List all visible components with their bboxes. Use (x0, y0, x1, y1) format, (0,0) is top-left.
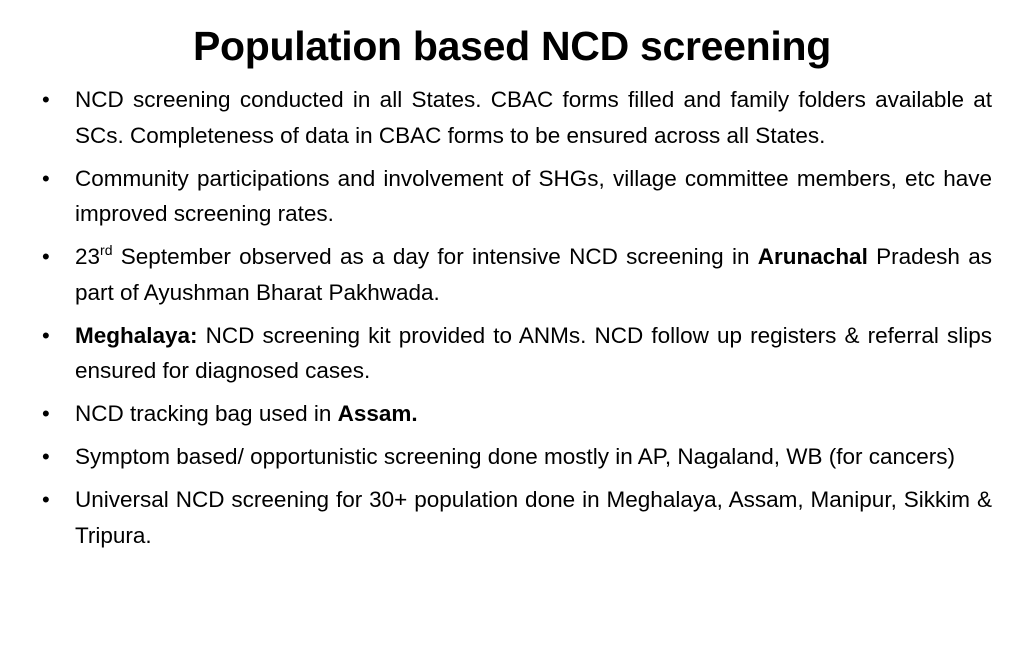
bullet-dot-icon: • (42, 165, 50, 191)
bullet-text: NCD screening conducted in all States. CBAC forms filled and family folders available at SCs. Completeness of data in CBAC forms to be ensured across all States. (75, 87, 992, 148)
bullet-dot-icon: • (42, 87, 50, 112)
bullet-text: Community participations and involvement of SHGs, village committee members, etc have improved screening rates. (75, 165, 992, 226)
bullet-dot-icon: • (42, 487, 50, 512)
bullet-text: Pradesh as part of Ayushman Bharat Pakhwada. (75, 244, 992, 305)
bullet-dot-icon: • (42, 444, 50, 469)
bullet-dot-icon: • (42, 322, 50, 348)
slide-title: Population based NCD screening (193, 23, 831, 69)
bullet-date-superscript: rd (100, 242, 113, 258)
bullet-text: NCD tracking bag used in (75, 401, 338, 426)
bullet-text: Universal NCD screening for 30+ population done in Meghalaya, Assam, Manipur, Sikkim & Tripura. (75, 487, 992, 548)
bullet-list (40, 82, 992, 561)
bullet-item-1 (40, 82, 992, 153)
bullet-date-number: 23 (75, 244, 101, 269)
bullet-text: Symptom based/ opportunistic screening done mostly in AP, Nagaland, WB (for cancers) (75, 444, 956, 469)
bullet-dot-icon: • (42, 244, 50, 269)
bullet-item-5 (40, 396, 992, 432)
bullet-item-3 (40, 239, 992, 310)
bullet-item-4 (40, 318, 992, 389)
bullet-dot-icon: • (42, 401, 50, 426)
bullet-text: NCD screening kit provided to ANMs. NCD follow up registers & referral slips ensured for diagnosed cases. (75, 322, 992, 383)
bullet-bold-state: Assam. (337, 401, 418, 426)
bullet-item-7 (40, 482, 992, 553)
bullet-bold-state: Arunachal (757, 244, 868, 269)
bullet-bold-state: Meghalaya: (75, 322, 198, 348)
bullet-item-6 (40, 439, 992, 475)
bullet-item-2 (40, 161, 992, 232)
bullet-text: September observed as a day for intensive NCD screening in (112, 244, 758, 269)
